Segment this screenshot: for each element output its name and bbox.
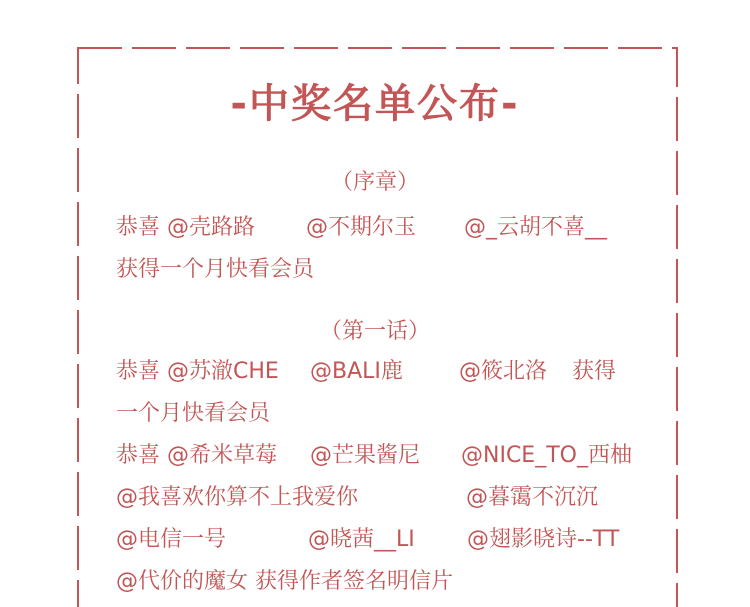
winner-line-4b: @暮霭不沉沉 bbox=[466, 485, 599, 510]
prize-line-3: @代价的魔女 获得作者签名明信片 bbox=[116, 569, 453, 594]
winner-line-3c: @NICE_TO_西柚 bbox=[461, 443, 632, 468]
winner-line-1b: @不期尔玉 bbox=[306, 215, 417, 240]
winner-line-2a: 恭喜 @苏澈CHE bbox=[116, 359, 279, 384]
winner-line-5b: @晓茜__LI bbox=[308, 527, 415, 552]
winner-line-2b: @BALI鹿 bbox=[310, 359, 403, 384]
section-heading-chapter-1: （第一话） bbox=[319, 319, 430, 344]
winner-line-5a: @电信一号 bbox=[116, 527, 227, 552]
winner-line-2c: @筱北洛 bbox=[459, 359, 548, 384]
prize-line-1: 获得一个月快看会员 bbox=[116, 257, 315, 282]
winner-line-2d: 获得 bbox=[572, 359, 617, 384]
section-heading-prologue: （序章） bbox=[330, 170, 419, 195]
winner-line-5c: @翅影晓诗--TT bbox=[467, 527, 620, 552]
winner-line-3b: @芒果酱尼 bbox=[310, 443, 421, 468]
prize-line-2: 一个月快看会员 bbox=[116, 401, 271, 426]
winner-line-3a: 恭喜 @希米草莓 bbox=[116, 443, 277, 468]
winner-line-4a: @我喜欢你算不上我爱你 bbox=[116, 485, 359, 510]
page-title: -中奖名单公布- bbox=[230, 81, 520, 127]
winner-line-1c: @_云胡不喜__ bbox=[464, 215, 608, 240]
winner-line-1a: 恭喜 @壳路路 bbox=[116, 215, 255, 240]
